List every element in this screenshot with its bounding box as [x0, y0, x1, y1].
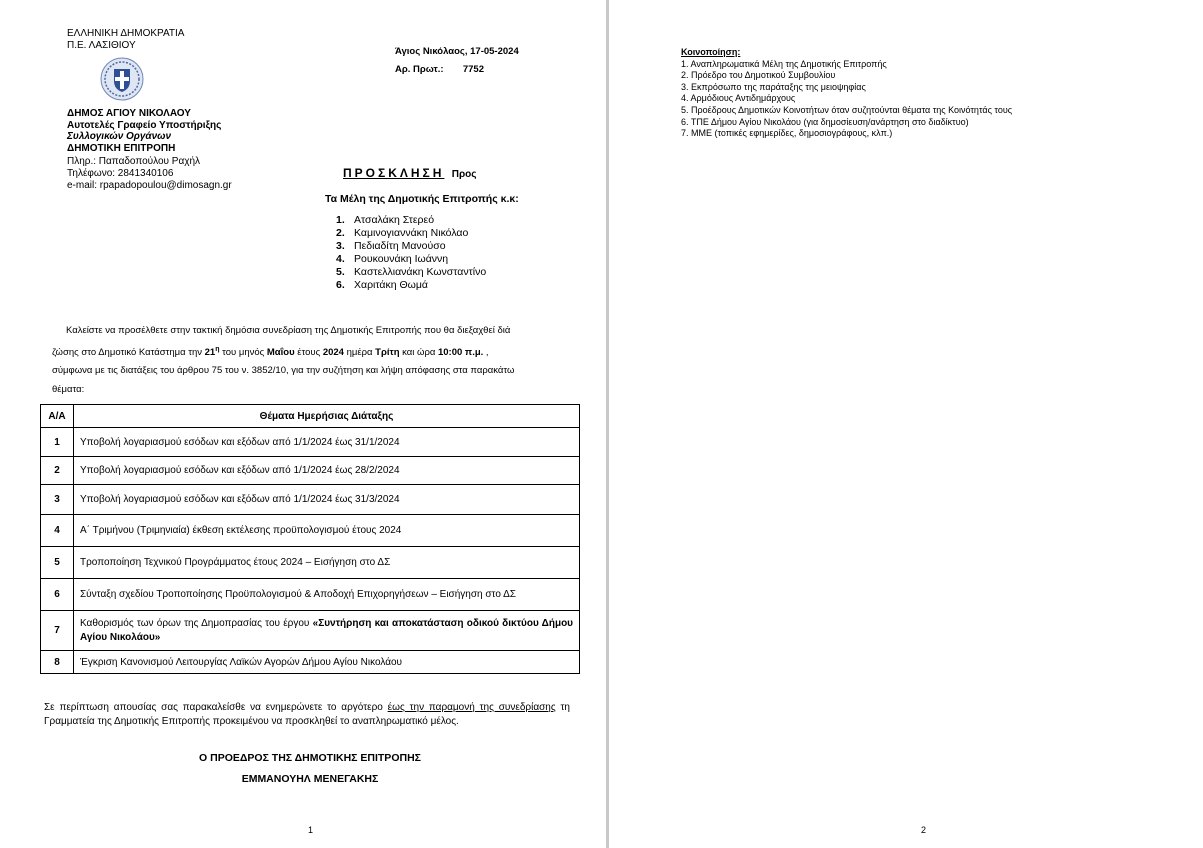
- list-item: [336, 214, 486, 227]
- list-item: [336, 240, 486, 253]
- meeting-time: 10:00 π.μ.: [437, 346, 484, 358]
- intro-text: ,: [483, 346, 489, 358]
- table-row: [41, 611, 580, 651]
- row-number: 2: [41, 457, 74, 485]
- table-row: [41, 457, 580, 485]
- date-line: Άγιος Νικόλαος, 17-05-2024: [395, 46, 519, 57]
- header-municipality: ΔΗΜΟΣ ΑΓΙΟΥ ΝΙΚΟΛΑΟΥ: [67, 108, 191, 119]
- row-subject: Τροποποίηση Τεχνικού Προγράμματος έτους 2024 – Εισήγηση στο ΔΣ: [74, 547, 580, 579]
- list-item: [336, 279, 486, 292]
- row-number: 4: [41, 515, 74, 547]
- intro-line-3: σύμφωνα με τις διατάξεις του άρθρου 75 του ν. 3852/10, για την συζήτηση και λήψη απόφασης στα παρακάτω: [52, 365, 515, 377]
- intro-line-1: Καλείστε να προσέλθετε στην τακτική δημόσια συνεδρίαση της Δημοτικής Επιτροπής που θα διεξαχθεί διά: [66, 325, 511, 336]
- row-number: 3: [41, 485, 74, 515]
- members-list: [336, 214, 486, 292]
- cc-block: [681, 47, 1012, 140]
- intro-line-2: [52, 341, 558, 363]
- row-subject: Α΄ Τριμήνου (Τριμηνιαία) έκθεση εκτέλεσης προϋπολογισμού έτους 2024: [74, 515, 580, 547]
- header-email: e-mail: rpapadopoulou@dimosagn.gr: [67, 180, 232, 191]
- row-number: 6: [41, 579, 74, 611]
- header-info: Πληρ.: Παπαδοπούλου Ραχήλ: [67, 156, 201, 167]
- list-item: 2. Πρόεδρο του Δημοτικού Συμβουλίου: [681, 70, 836, 81]
- meeting-weekday: Τρίτη: [375, 346, 400, 358]
- intro-text: ζώσης στο Δημοτικό Κατάστημα την: [52, 346, 205, 358]
- member-number: 6.: [336, 279, 345, 291]
- member-number: 4.: [336, 253, 345, 265]
- table-row: [41, 485, 580, 515]
- row-subject: Σύνταξη σχεδίου Τροποποίησης Προϋπολογισμού & Αποδοχή Επιχορηγήσεων – Εισήγηση στο ΔΣ: [74, 579, 580, 611]
- table-row: [41, 547, 580, 579]
- signature-role: Ο ΠΡΟΕΔΡΟΣ ΤΗΣ ΔΗΜΟΤΙΚΗΣ ΕΠΙΤΡΟΠΗΣ: [199, 752, 421, 764]
- intro-text: ημέρα: [343, 346, 376, 358]
- title-text: ΠΡΟΣΚΛΗΣΗ: [343, 166, 445, 180]
- document-page-2: [609, 0, 1203, 848]
- member-name: Χαριτάκη Θωμά: [354, 279, 428, 291]
- page-number: 2: [921, 825, 927, 835]
- table-row: [41, 579, 580, 611]
- header-committee: ΔΗΜΟΤΙΚΗ ΕΠΙΤΡΟΠΗ: [67, 143, 176, 154]
- header-office-line1: Αυτοτελές Γραφείο Υποστήριξης: [67, 120, 222, 131]
- list-item: 4. Αρμόδιους Αντιδημάρχους: [681, 93, 796, 104]
- list-item: 7. ΜΜΕ (τοπικές εφημερίδες, δημοσιογράφους, κλπ.): [681, 128, 893, 139]
- list-item: 3. Εκπρόσωπο της παράταξης της μειοψηφίας: [681, 81, 866, 92]
- cc-title: Κοινοποίηση:: [681, 47, 741, 57]
- list-item: [336, 253, 486, 266]
- row-subject: Υποβολή λογαριασμού εσόδων και εξόδων από 1/1/2024 έως 31/1/2024: [74, 428, 580, 457]
- member-name: Καστελλιανάκη Κωνσταντίνο: [354, 266, 487, 278]
- row-subject: Υποβολή λογαριασμού εσόδων και εξόδων από 1/1/2024 έως 28/2/2024: [74, 457, 580, 485]
- row-subject: Έγκριση Κανονισμού Λειτουργίας Λαϊκών Αγορών Δήμου Αγίου Νικολάου: [74, 651, 580, 674]
- table-header-row: [41, 405, 580, 428]
- row-subject: [74, 611, 580, 651]
- intro-text: του μηνός: [219, 346, 267, 358]
- list-item: 6. ΤΠΕ Δήμου Αγίου Νικολάου (για δημοσίευση/ανάρτηση στο διαδίκτυο): [681, 116, 969, 127]
- row-number: 8: [41, 651, 74, 674]
- header-office-line2: Συλλογικών Οργάνων: [67, 131, 172, 142]
- list-item: 5. Προέδρους Δημοτικών Κοινοτήτων όταν συζητούνται θέματα της Κοινότητάς τους: [681, 104, 1013, 115]
- member-name: Ρουκουνάκη Ιωάννη: [354, 253, 449, 265]
- greek-coat-of-arms-icon: [100, 57, 144, 101]
- title-to: Προς: [451, 169, 477, 180]
- member-name: Πεδιαδίτη Μανούσο: [354, 240, 446, 252]
- row-subject: Υποβολή λογαριασμού εσόδων και εξόδων από 1/1/2024 έως 31/3/2024: [74, 485, 580, 515]
- table-row: [41, 515, 580, 547]
- member-number: 1.: [336, 214, 345, 226]
- list-item: 1. Αναπληρωματικά Μέλη της Δημοτικής Επιτροπής: [681, 58, 887, 69]
- meeting-day: 21: [204, 346, 216, 358]
- intro-line-4: θέματα:: [52, 383, 85, 395]
- members-title: Τα Μέλη της Δημοτικής Επιτροπής κ.κ:: [325, 193, 519, 205]
- page-number: 1: [308, 825, 314, 835]
- column-header-subject: Θέματα Ημερήσιας Διάταξης: [74, 405, 580, 428]
- intro-text: και ώρα: [399, 346, 438, 358]
- table-row: [41, 428, 580, 457]
- absence-deadline: έως την παραμονή της συνεδρίασης: [387, 702, 556, 713]
- member-number: 2.: [336, 227, 345, 239]
- row-subject-text: Καθορισμός των όρων της Δημοπρασίας του έργου: [80, 617, 313, 629]
- header-republic: ΕΛΛΗΝΙΚΗ ΔΗΜΟΚΡΑΤΙΑ: [67, 28, 185, 39]
- list-item: [336, 266, 486, 279]
- intro-text: έτους: [294, 346, 323, 358]
- meeting-month: Μαΐου: [266, 346, 295, 358]
- header-region: Π.Ε. ΛΑΣΙΘΙΟΥ: [67, 40, 136, 51]
- column-header-num: Α/Α: [41, 405, 74, 428]
- signature-name: ΕΜΜΑΝΟΥΗΛ ΜΕΝΕΓΑΚΗΣ: [241, 773, 379, 785]
- absence-notice: [44, 701, 570, 728]
- meeting-day-suffix: η: [215, 345, 220, 353]
- row-subject-project: «Συντήρηση και αποκατάσταση οδικού δικτύου Δήμου Αγίου Νικολάου»: [80, 617, 573, 643]
- member-name: Ατσαλάκη Στερεό: [354, 214, 435, 226]
- document-title: [343, 166, 476, 180]
- invitation-paragraph: [52, 322, 558, 399]
- protocol-label: Αρ. Πρωτ.:: [395, 64, 444, 75]
- list-item: [336, 227, 486, 240]
- member-number: 5.: [336, 266, 345, 278]
- member-name: Καμινογιαννάκη Νικόλαο: [354, 227, 469, 239]
- table-row: [41, 651, 580, 674]
- absence-text: τη Γραμματεία της Δημοτικής Επιτροπής προκειμένου να προσκληθεί το αναπληρωματικό μέλος.: [44, 702, 570, 727]
- absence-text: Σε περίπτωση απουσίας σας παρακαλείσθε να ενημερώνετε το αργότερο: [44, 702, 388, 713]
- row-number: 1: [41, 428, 74, 457]
- meeting-year: 2024: [322, 346, 344, 358]
- member-number: 3.: [336, 240, 345, 252]
- row-number: 5: [41, 547, 74, 579]
- protocol-line: [395, 64, 484, 75]
- header-phone: Τηλέφωνο: 2841340106: [67, 168, 174, 179]
- row-number: 7: [41, 611, 74, 651]
- agenda-table: [40, 404, 580, 674]
- protocol-number: 7752: [462, 64, 484, 75]
